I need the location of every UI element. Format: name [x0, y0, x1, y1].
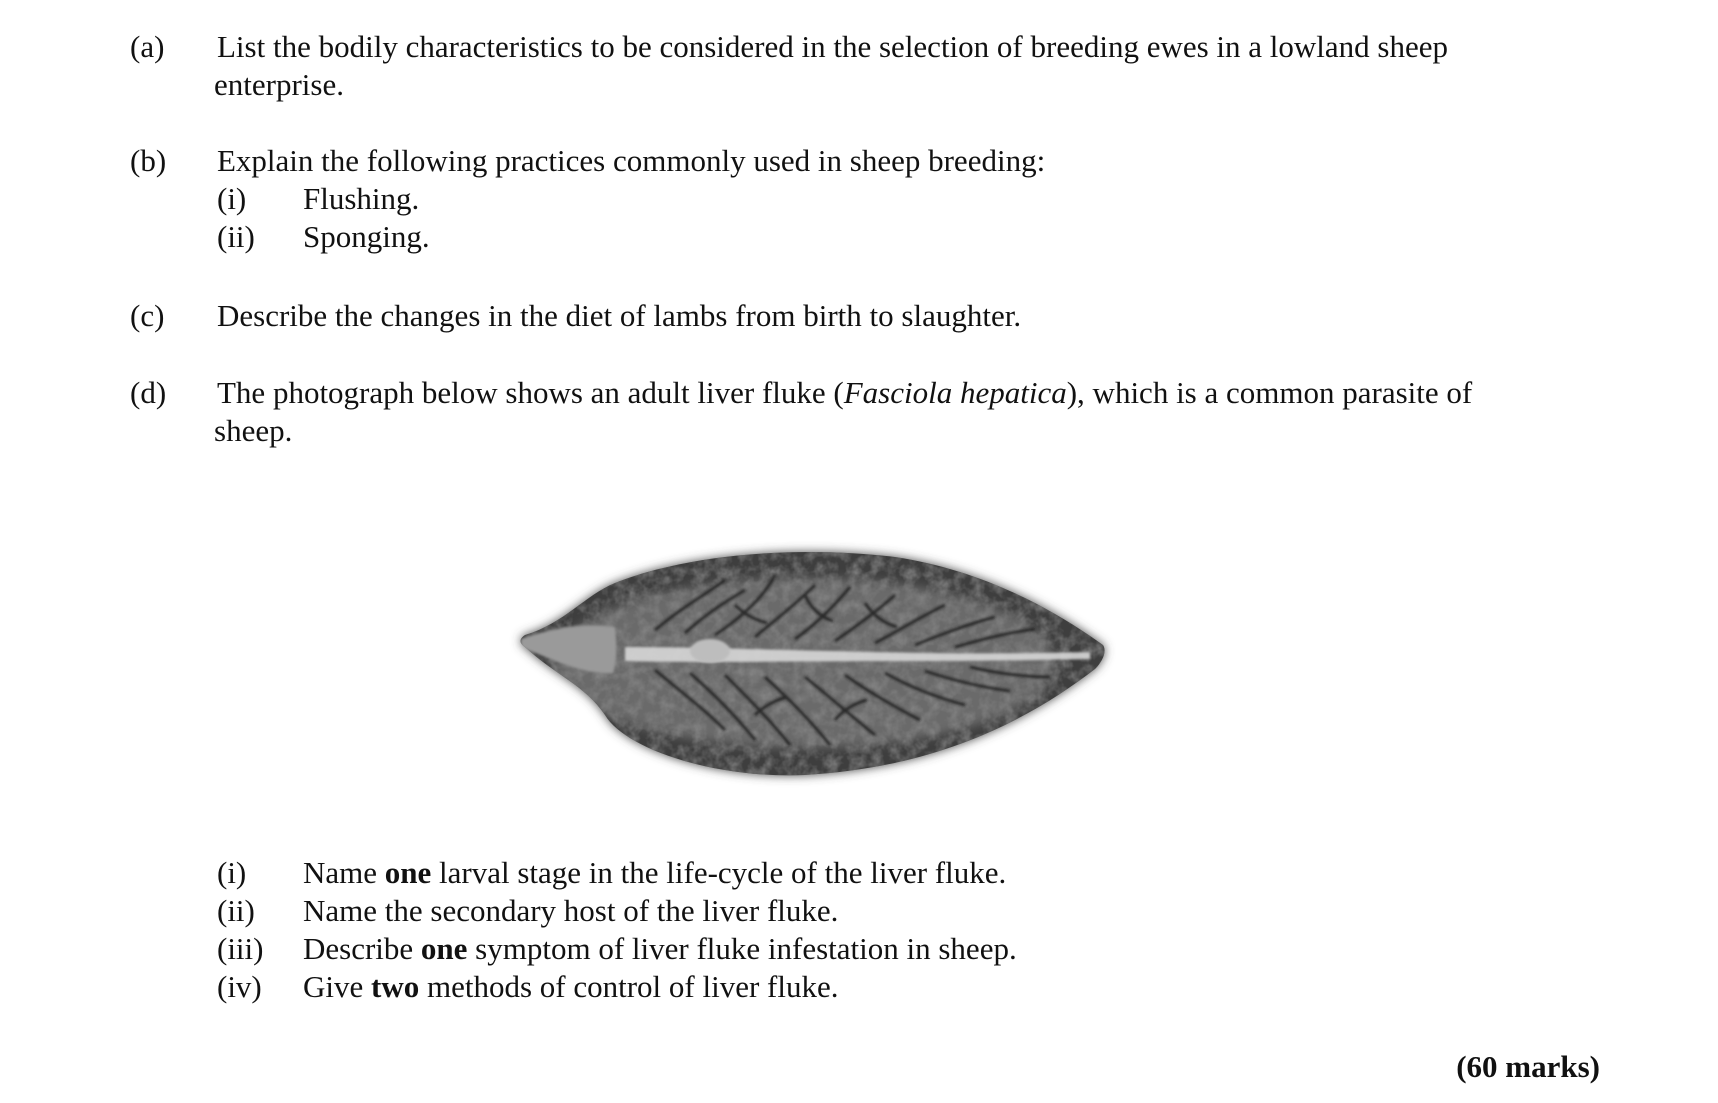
text-run: Describe	[303, 931, 421, 966]
question-d-item-num: (i)	[217, 855, 247, 890]
question-d-intro-post: ), which is a common parasite of	[1066, 375, 1473, 410]
question-b-item-text: Flushing.	[303, 181, 420, 216]
question-d-intro-pre: The photograph below shows an adult liver fluke (	[217, 375, 844, 410]
question-a-line1: List the bodily characteristics to be considered in the selection of breeding ewes in a lowland sheep	[217, 29, 1448, 64]
emphasis: one	[420, 931, 468, 966]
text-run: larval stage in the life-cycle of the liver fluke.	[431, 855, 1007, 890]
question-d-intro	[217, 374, 1617, 412]
question-d-item-text	[303, 930, 1503, 968]
species-name: Fasciola hepatica	[843, 375, 1067, 410]
emphasis: one	[384, 855, 432, 890]
text-run: Name	[303, 855, 385, 890]
question-b-item-num: (ii)	[217, 219, 255, 254]
marks-total: (60 marks)	[1456, 1049, 1600, 1084]
question-c-label: (c)	[130, 298, 165, 333]
question-d-item-num: (iv)	[217, 969, 262, 1004]
question-d-item-num: (iii)	[217, 931, 264, 966]
question-c-text: Describe the changes in the diet of lambs from birth to slaughter.	[217, 298, 1022, 333]
emphasis: two	[371, 969, 420, 1004]
text-run: methods of control of liver fluke.	[419, 969, 839, 1004]
question-b-label: (b)	[130, 143, 167, 178]
text-run: symptom of liver fluke infestation in sheep.	[467, 931, 1017, 966]
question-d-label: (d)	[130, 375, 167, 410]
question-d-intro-line2: sheep.	[214, 413, 293, 448]
question-b-item-num: (i)	[217, 181, 247, 216]
question-a-line2: enterprise.	[214, 67, 344, 102]
question-d-item-text	[303, 968, 1503, 1006]
question-d-item-text	[303, 854, 1503, 892]
text-run: Give	[303, 969, 372, 1004]
question-b-intro: Explain the following practices commonly used in sheep breeding:	[217, 143, 1046, 178]
question-b-item-text: Sponging.	[303, 219, 430, 254]
question-d-item-text: Name the secondary host of the liver fluke.	[303, 893, 839, 928]
question-d-item-num: (ii)	[217, 893, 255, 928]
question-a-label: (a)	[130, 29, 165, 64]
liver-fluke-photograph	[505, 535, 1125, 795]
